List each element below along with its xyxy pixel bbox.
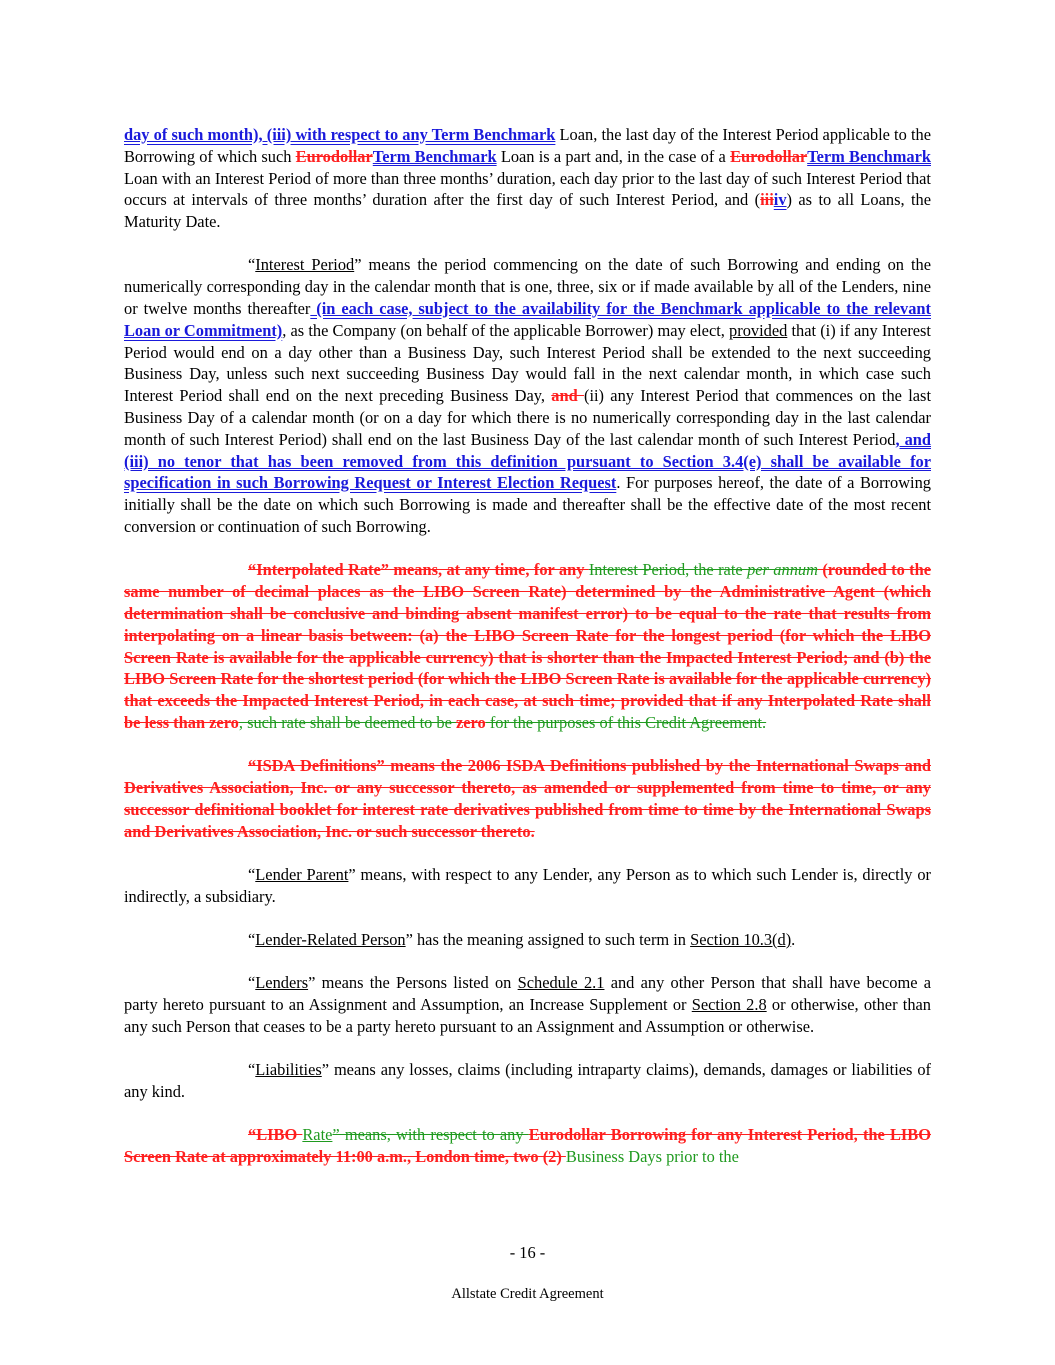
inserted-text: (in each case, subject to the availability for the Benchmark applicable to the relevant Loan or Commitment) xyxy=(124,299,931,340)
paragraph-continuation xyxy=(124,124,931,233)
deleted-text: “ISDA Definitions” means the 2006 ISDA Definitions published by the International Swaps and Derivatives Association, Inc. or any successor thereto, as amended or supplemented from time to time, or any successor definitional booklet for interest rate derivatives published from time to time by the International Swaps and Derivatives Association, Inc. or such successor thereto. xyxy=(124,756,931,841)
deleted-text: Eurodollar Borrowing for any Interest Period, the LIBO Screen Rate at approximately 11:00 a.m., London time, two (2) xyxy=(124,1125,931,1167)
definition-liabilities xyxy=(124,1059,931,1103)
definition-interest-period xyxy=(124,254,931,537)
defined-term: Interest Period xyxy=(255,255,355,275)
document-footer-title: Allstate Credit Agreement xyxy=(451,1286,604,1302)
page-number: - 16 - xyxy=(509,1243,546,1262)
deleted-text: Eurodollar xyxy=(730,146,808,166)
body-text: Loan, the last day of the Interest Period applicable to the Borrowing of which such xyxy=(124,125,931,166)
inserted-text: Term Benchmark xyxy=(372,146,497,166)
body-text: and any other Person that shall have become a party hereto pursuant to an Assignment and Assumption, an Increase Supplement or xyxy=(124,973,932,1015)
body-text: “ xyxy=(248,930,256,949)
body-text: “ xyxy=(248,864,256,884)
definition-interpolated-rate xyxy=(124,559,931,733)
moved-defined-term: Rate xyxy=(302,1125,333,1145)
body-text: . xyxy=(791,930,796,949)
page-body xyxy=(124,124,931,1189)
definition-libo-rate xyxy=(124,1124,931,1168)
body-text: , as the Company (on behalf of the applicable Borrower) may elect, xyxy=(282,320,730,340)
body-text: “ xyxy=(248,973,256,993)
body-text: ” means the Persons listed on xyxy=(308,973,518,993)
body-text: that (i) if any Interest Period would end on a day other than a Business Day, such Interest Period shall be extended to the next succeeding Business Day, unless such next succeeding Business Day would fall in the next calendar month, in which case such Interest Period shall end on the next preceding Business Day, xyxy=(124,320,931,406)
body-text: . For purposes hereof, the date of a Borrowing initially shall be the date on which such Borrowing is made and thereafter shall be the effective date of the most recent conversion or continuation of such Borrowing. xyxy=(124,473,931,537)
body-text: ) as to all Loans, the Maturity Date. xyxy=(124,190,931,232)
deleted-text: and xyxy=(551,386,584,406)
section-reference: Section 10.3(d) xyxy=(690,930,792,949)
definition-lenders xyxy=(124,972,931,1037)
body-text: Loan is a part and, in the case of a xyxy=(496,146,731,166)
deleted-text: that if any Interpolated Rate shall be less than zero xyxy=(124,691,931,732)
definition-lender-parent xyxy=(124,864,931,908)
inserted-text: Term Benchmark xyxy=(807,146,931,166)
body-text: (ii) any Interest Period that commences on the last Business Day of a calendar month (or on a day for which there is no numerically corresponding day in the last calendar month of such Interest Period) shall end on the last Business Day of the last calendar month of such Interest Period xyxy=(124,386,931,449)
body-text: ” means any losses, claims (including intraparty claims), demands, damages or liabilities of any kind. xyxy=(124,1060,931,1101)
body-text: ” means, with respect to any Lender, any Person as to which such Lender is, directly or indirectly, a subsidiary. xyxy=(124,864,931,906)
defined-term: Lenders xyxy=(255,973,309,993)
body-text: “ xyxy=(248,255,256,275)
deleted-text: zero xyxy=(456,712,486,732)
deleted-text: iii xyxy=(760,190,774,210)
moved-text: Business Days prior to the xyxy=(565,1147,739,1167)
defined-term: Liabilities xyxy=(255,1060,322,1080)
section-reference: Section 2.8 xyxy=(691,995,767,1015)
body-text: or otherwise, other than any such Person that ceases to be a party hereto pursuant to an Assignment and Assumption or otherwise. xyxy=(124,995,932,1036)
moved-text-italic: per annum xyxy=(747,560,818,580)
moved-text: , such rate shall be deemed to be xyxy=(238,712,456,732)
inserted-text: day of such month), (iii) with respect to any Term Benchmark xyxy=(124,125,556,144)
moved-text: ” means, with respect to any xyxy=(332,1125,529,1145)
body-text: Loan with an Interest Period of more than three months’ duration, each day prior to the last day of such Interest Period that occurs at intervals of three months’ duration after the first day of such Interest Period, and ( xyxy=(124,168,931,210)
inserted-text: iv xyxy=(773,190,787,210)
body-text: “ xyxy=(248,1060,256,1080)
provided-term: provided xyxy=(729,320,788,340)
body-text: ” has the meaning assigned to such term in xyxy=(405,930,691,949)
moved-text: for the purposes of this Credit Agreement. xyxy=(485,712,767,732)
schedule-reference: Schedule 2.1 xyxy=(517,973,605,993)
inserted-text: , and (iii) no tenor that has been removed from this definition pursuant to Section 3.4(e) shall be available for specification in such Borrowing Request or Interest Election Request xyxy=(124,429,931,493)
definition-isda-definitions xyxy=(124,755,931,842)
deleted-text: Eurodollar xyxy=(295,146,373,166)
deleted-provided-term: provided xyxy=(620,691,684,711)
defined-term: Lender-Related Person xyxy=(255,930,406,949)
deleted-text: (rounded to the same number of decimal places as the LIBO Screen Rate) determined by the Administrative Agent (which determination shall be conclusive and binding absent manifest error) to be equal to the rate that results from interpolating on a linear basis between: (a) the LIBO Screen Rate for the longest period (for which the LIBO Screen Rate is available for the applicable currency) that is shorter than the Impacted Interest Period; and (b) the LIBO Screen Rate for the shortest period (for which the LIBO Screen Rate is available for the applicable currency) that exceeds the Impacted Interest Period, in each case, at such time; xyxy=(124,560,932,711)
deleted-text: “LIBO xyxy=(248,1125,303,1145)
body-text: ” means the period commencing on the date of such Borrowing and ending on the numerically corresponding day in the calendar month that is one, three, six or if made available by all of the Lenders, nine or twelve months thereafter xyxy=(124,255,931,319)
deleted-text: “Interpolated Rate” means, at any time, for any xyxy=(248,560,589,580)
definition-lender-related-person xyxy=(124,929,931,951)
defined-term: Lender Parent xyxy=(255,864,349,884)
moved-text: Interest Period, the rate xyxy=(588,560,748,580)
